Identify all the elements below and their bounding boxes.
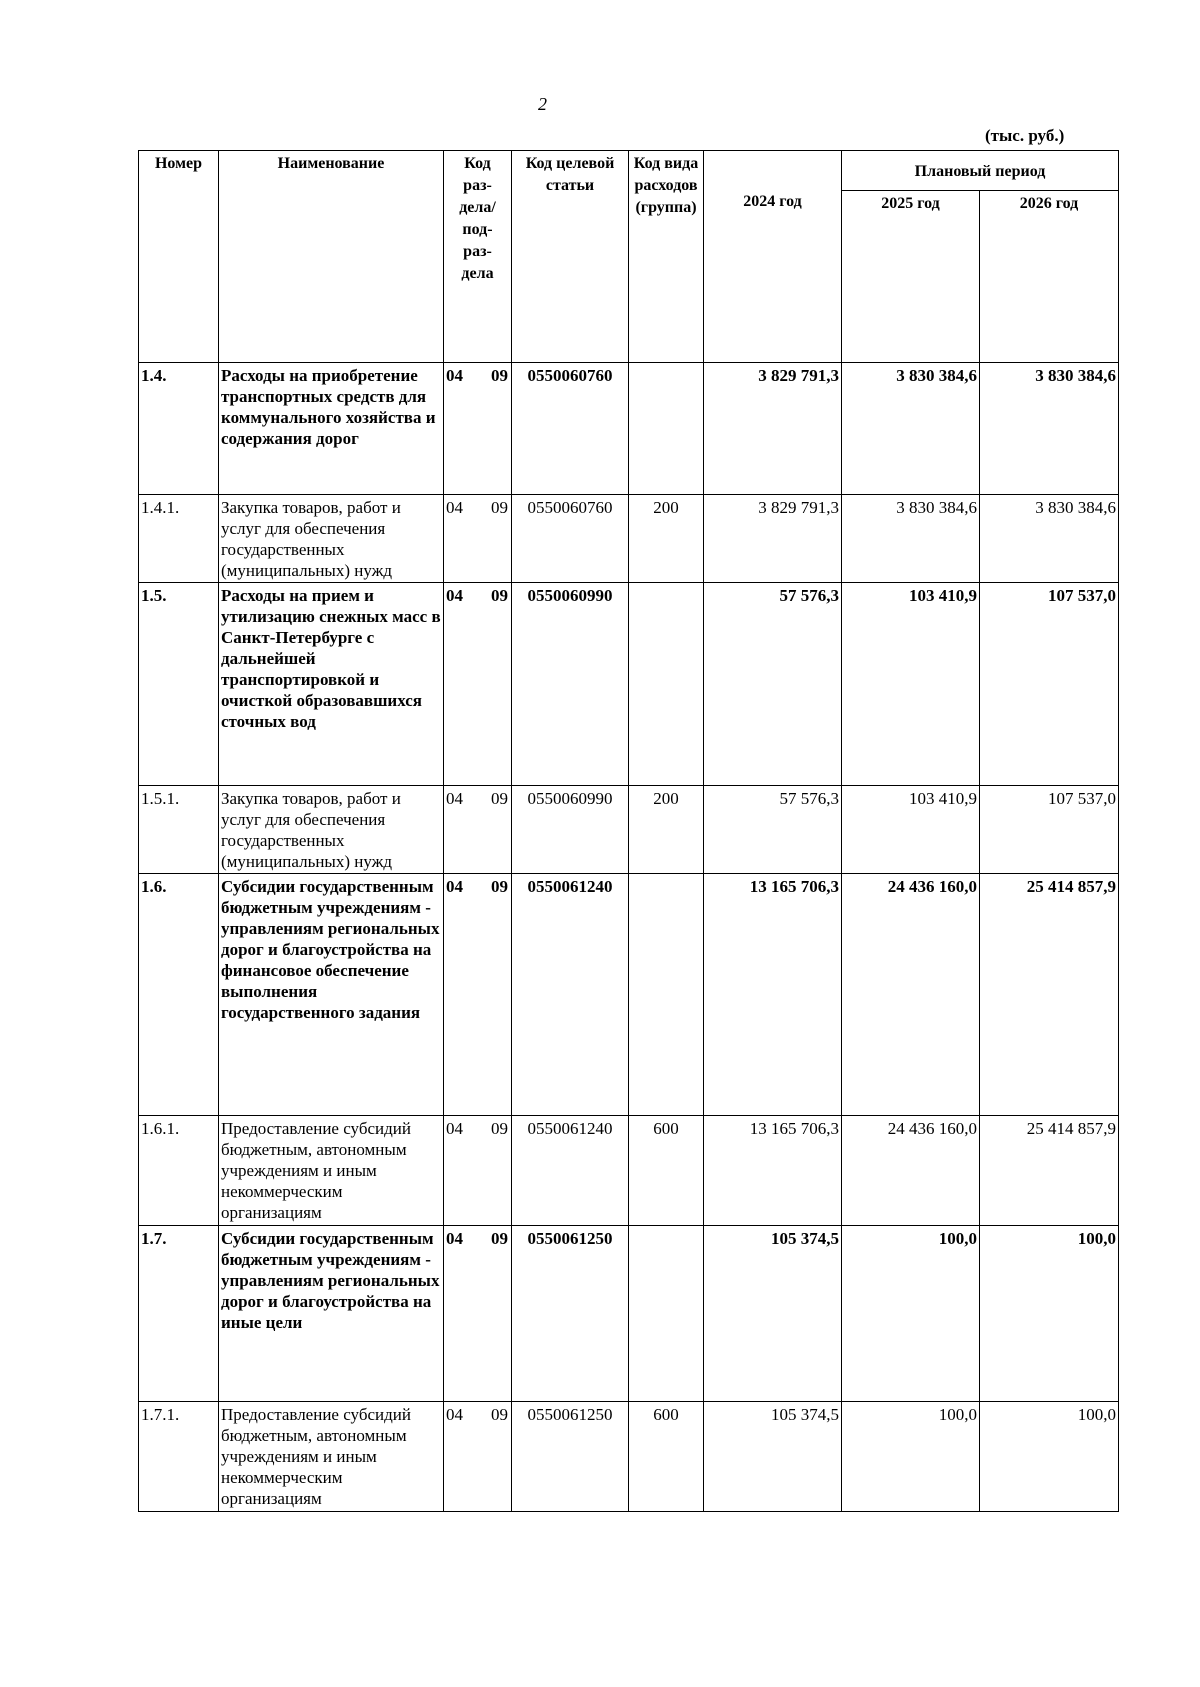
- row-value-2024: 3 829 791,3: [704, 363, 842, 495]
- table-row: [139, 363, 1119, 495]
- row-number: 1.4.: [139, 363, 219, 495]
- row-number: 1.5.: [139, 583, 219, 786]
- row-target-code: 0550060760: [512, 363, 629, 495]
- row-target-code: 0550060990: [512, 583, 629, 786]
- row-value-2025: 24 436 160,0: [842, 874, 980, 1116]
- row-section-code: [444, 874, 512, 1116]
- header-section-line: Код: [464, 155, 491, 172]
- page-number: 2: [538, 94, 547, 114]
- row-value-2025: 100,0: [842, 1402, 980, 1512]
- units-note: (тыс. руб.): [985, 126, 1065, 145]
- row-name: Закупка товаров, работ и услуг для обеспечения государственных (муниципальных) нужд: [219, 786, 444, 874]
- row-number: 1.7.1.: [139, 1402, 219, 1512]
- row-value-2025: 3 830 384,6: [842, 495, 980, 583]
- header-name: Наименование: [219, 151, 444, 363]
- row-name: Расходы на приобретение транспортных средств для коммунального хозяйства и содержания дорог: [219, 363, 444, 495]
- header-row-top: [139, 151, 1119, 191]
- row-value-2026: 3 830 384,6: [980, 363, 1119, 495]
- row-number: 1.4.1.: [139, 495, 219, 583]
- row-section: 04: [446, 1405, 463, 1424]
- row-value-2024: 13 165 706,3: [704, 874, 842, 1116]
- row-subsection: 09: [491, 789, 508, 808]
- row-value-2025: 3 830 384,6: [842, 363, 980, 495]
- row-section: 04: [446, 1229, 463, 1248]
- row-name: Закупка товаров, работ и услуг для обеспечения государственных (муниципальных) нужд: [219, 495, 444, 583]
- table-row: [139, 874, 1119, 1116]
- row-value-2025: 100,0: [842, 1226, 980, 1402]
- row-target-code: 0550061240: [512, 1116, 629, 1226]
- row-target-code: 0550061250: [512, 1226, 629, 1402]
- row-number: 1.7.: [139, 1226, 219, 1402]
- row-name: Расходы на прием и утилизацию снежных масс в Санкт-Петербурге с дальнейшей транспортировкой и очисткой образовавшихся сточных вод: [219, 583, 444, 786]
- header-number: Номер: [139, 151, 219, 363]
- row-kind-code: 200: [629, 495, 704, 583]
- row-value-2025: 103 410,9: [842, 786, 980, 874]
- row-value-2025: 24 436 160,0: [842, 1116, 980, 1226]
- row-kind-code: 200: [629, 786, 704, 874]
- table-row: [139, 786, 1119, 874]
- row-name: Предоставление субсидий бюджетным, автономным учреждениям и иным некоммерческим организациям: [219, 1116, 444, 1226]
- row-value-2026: 100,0: [980, 1402, 1119, 1512]
- row-target-code: 0550061250: [512, 1402, 629, 1512]
- row-value-2026: 100,0: [980, 1226, 1119, 1402]
- row-value-2025: 103 410,9: [842, 583, 980, 786]
- row-section-code: [444, 786, 512, 874]
- row-subsection: 09: [491, 498, 508, 517]
- row-subsection: 09: [491, 366, 508, 385]
- header-year-2024: 2024 год: [704, 151, 842, 363]
- row-kind-code: [629, 1226, 704, 1402]
- table-body: [139, 363, 1119, 1512]
- row-target-code: 0550061240: [512, 874, 629, 1116]
- table-row: [139, 1116, 1119, 1226]
- header-year-2025: 2025 год: [842, 191, 980, 363]
- row-value-2024: 105 374,5: [704, 1402, 842, 1512]
- row-value-2024: 3 829 791,3: [704, 495, 842, 583]
- header-section-code: [444, 151, 512, 363]
- header-section-line: дела/: [459, 199, 496, 216]
- row-subsection: 09: [491, 1119, 508, 1138]
- row-section-code: [444, 1226, 512, 1402]
- row-value-2026: 3 830 384,6: [980, 495, 1119, 583]
- row-section: 04: [446, 789, 463, 808]
- row-kind-code: [629, 583, 704, 786]
- row-subsection: 09: [491, 1229, 508, 1248]
- budget-table: [138, 150, 1119, 1512]
- table-row: [139, 1402, 1119, 1512]
- header-kind-code: Код вида расходов (группа): [629, 151, 704, 363]
- row-subsection: 09: [491, 586, 508, 605]
- row-name: Субсидии государственным бюджетным учреждениям - управлениям региональных дорог и благоустройства на финансовое обеспечение выполнения государственного задания: [219, 874, 444, 1116]
- row-value-2026: 25 414 857,9: [980, 1116, 1119, 1226]
- row-value-2024: 57 576,3: [704, 583, 842, 786]
- row-section: 04: [446, 498, 463, 517]
- row-value-2026: 25 414 857,9: [980, 874, 1119, 1116]
- header-section-line: дела: [461, 265, 494, 282]
- row-section: 04: [446, 366, 463, 385]
- row-number: 1.5.1.: [139, 786, 219, 874]
- row-number: 1.6.: [139, 874, 219, 1116]
- row-name: Субсидии государственным бюджетным учреждениям - управлениям региональных дорог и благоустройства на иные цели: [219, 1226, 444, 1402]
- row-target-code: 0550060990: [512, 786, 629, 874]
- row-subsection: 09: [491, 877, 508, 896]
- table-row: [139, 495, 1119, 583]
- row-number: 1.6.1.: [139, 1116, 219, 1226]
- row-section-code: [444, 363, 512, 495]
- row-value-2026: 107 537,0: [980, 786, 1119, 874]
- header-section-line: раз-: [463, 177, 492, 194]
- header-year-2026: 2026 год: [980, 191, 1119, 363]
- row-kind-code: 600: [629, 1402, 704, 1512]
- row-value-2026: 107 537,0: [980, 583, 1119, 786]
- row-subsection: 09: [491, 1405, 508, 1424]
- row-section: 04: [446, 586, 463, 605]
- header-target-code: Код целевой статьи: [512, 151, 629, 363]
- header-section-line: под-: [462, 221, 493, 238]
- row-section-code: [444, 583, 512, 786]
- row-kind-code: [629, 363, 704, 495]
- row-value-2024: 13 165 706,3: [704, 1116, 842, 1226]
- row-name: Предоставление субсидий бюджетным, автономным учреждениям и иным некоммерческим организациям: [219, 1402, 444, 1512]
- header-planned-period: Плановый период: [842, 151, 1119, 191]
- row-section: 04: [446, 877, 463, 896]
- row-kind-code: [629, 874, 704, 1116]
- row-section-code: [444, 1402, 512, 1512]
- row-target-code: 0550060760: [512, 495, 629, 583]
- row-section-code: [444, 1116, 512, 1226]
- row-section-code: [444, 495, 512, 583]
- table-row: [139, 1226, 1119, 1402]
- row-section: 04: [446, 1119, 463, 1138]
- row-value-2024: 105 374,5: [704, 1226, 842, 1402]
- row-value-2024: 57 576,3: [704, 786, 842, 874]
- table-row: [139, 583, 1119, 786]
- header-section-line: раз-: [463, 243, 492, 260]
- row-kind-code: 600: [629, 1116, 704, 1226]
